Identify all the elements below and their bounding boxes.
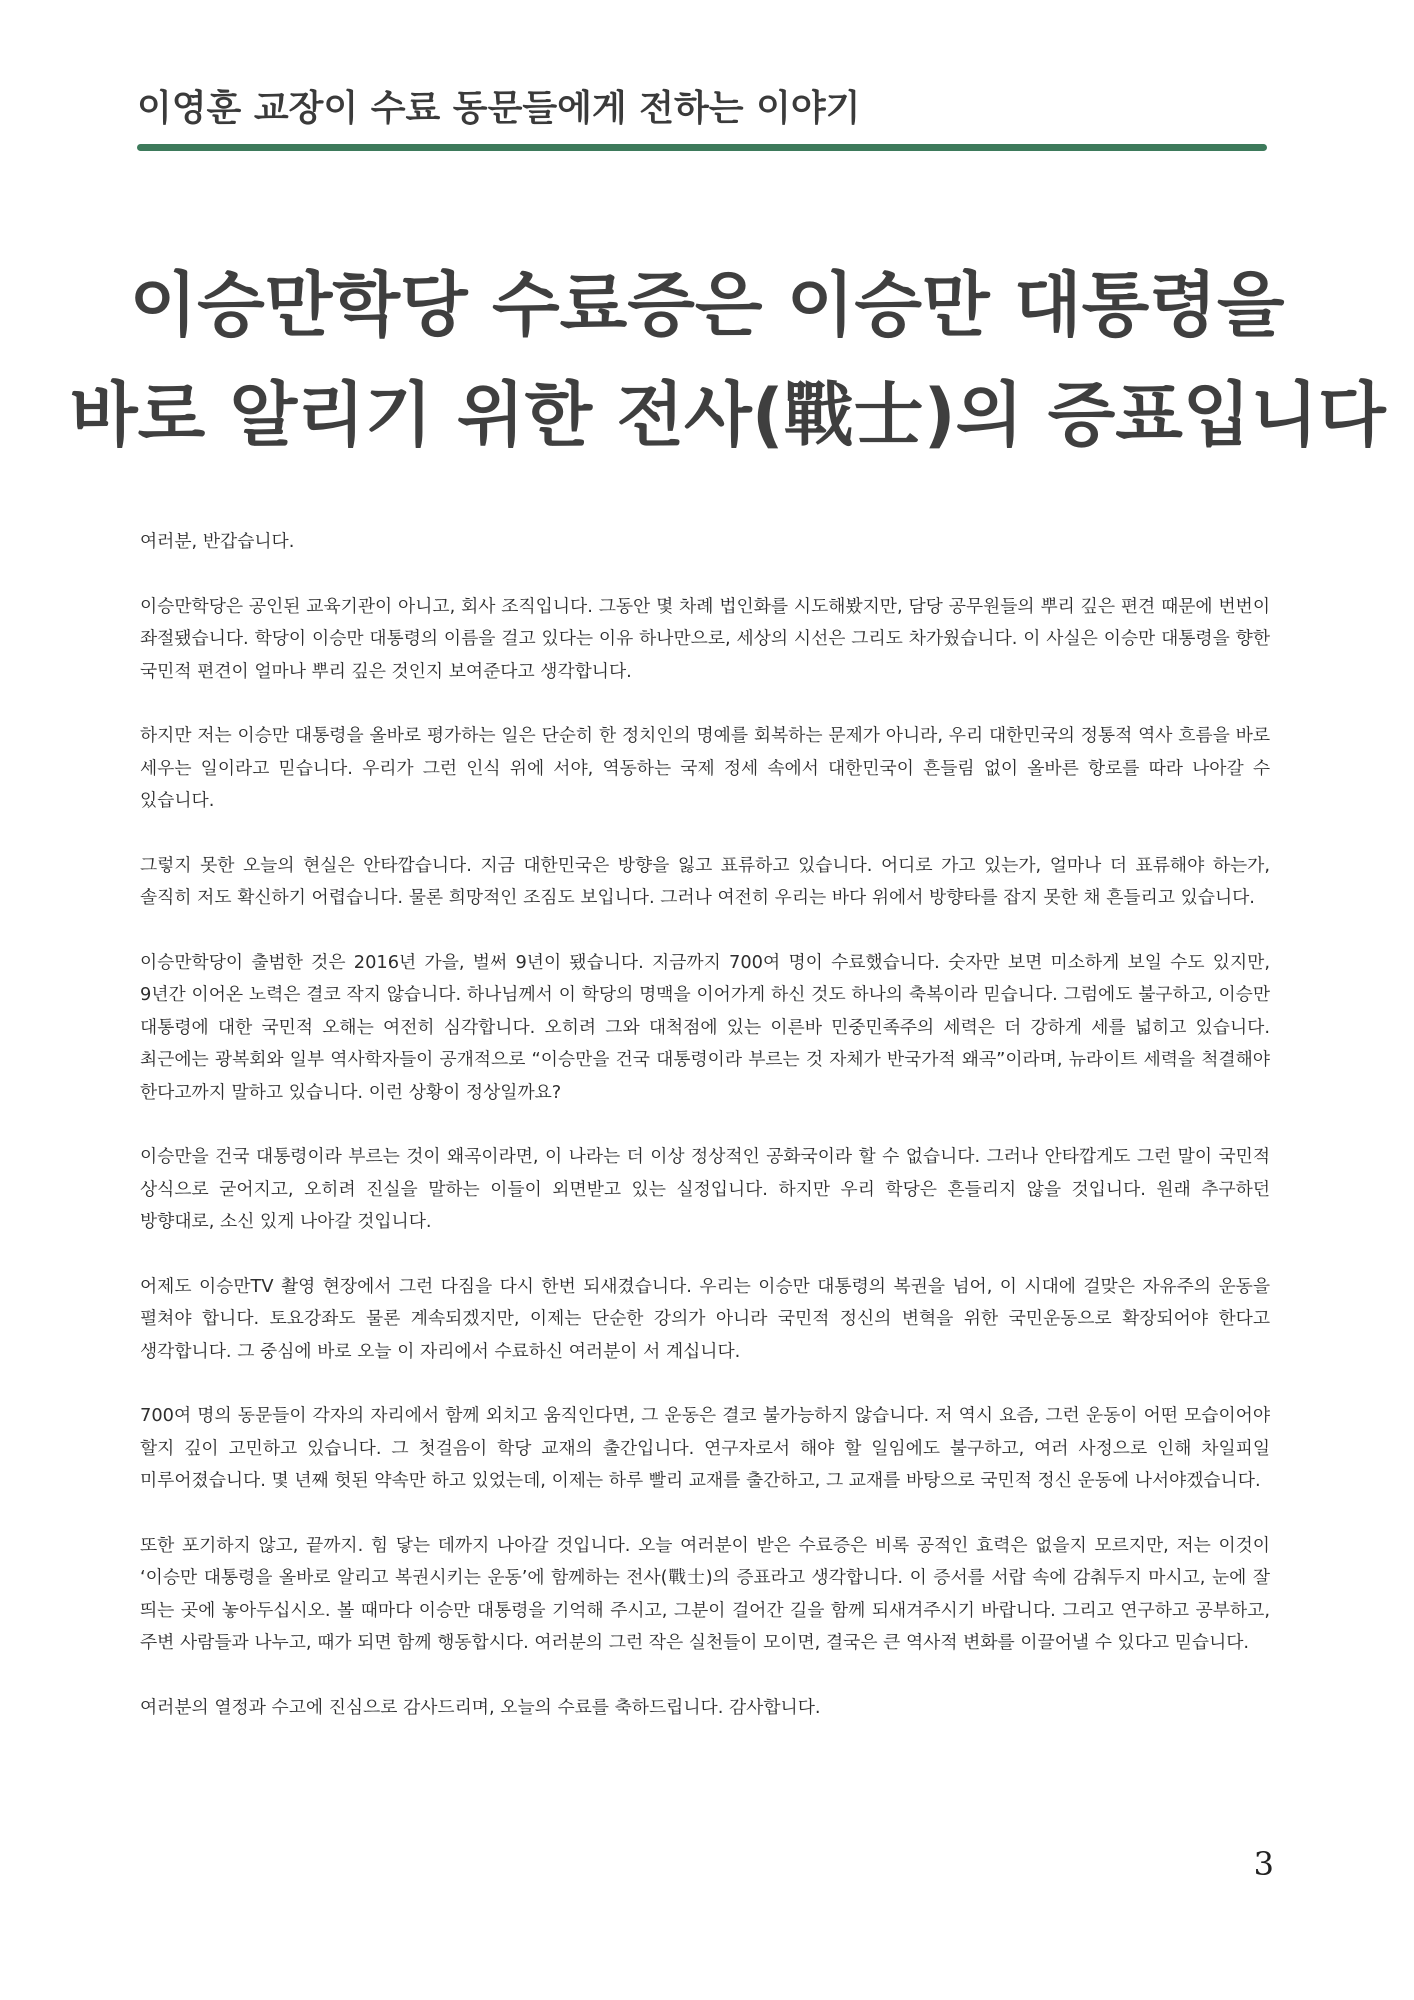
paragraph: 어제도 이승만TV 촬영 현장에서 그런 다짐을 다시 한번 되새겼습니다. 우리는 이승만 대통령의 복권을 넘어, 이 시대에 걸맞은 자유주의 운동을 펼쳐야 합니다. 토요강좌도 물론 계속되겠지만, 이제는 단순한 강의가 아니라 국민적 정신의 변혁을 위한 국민운동으로 확장되어야 한다고 생각합니다. 그 중심에 바로 오늘 이 자리에서 수료하신 여러분이 서 계십니다. [140, 1275, 1270, 1362]
paragraph: 이승만을 건국 대통령이라 부르는 것이 왜곡이라면, 이 나라는 더 이상 정상적인 공화국이라 할 수 없습니다. 그러나 안타깝게도 그런 말이 국민적 상식으로 굳어지고, 오히려 진실을 말하는 이들이 외면받고 있는 실정입니다. 하지만 우리 학당은 흔들리지 않을 것입니다. 원래 추구하던 방향대로, 소신 있게 나아갈 것입니다. [140, 1146, 1270, 1232]
main-title-line-2: 바로 알리기 위한 전사(戰士)의 증표입니다 [70, 374, 1386, 456]
paragraph-closing: 여러분의 열정과 수고에 진심으로 감사드리며, 오늘의 수료를 축하드립니다. 감사합니다. [140, 1696, 821, 1718]
header-title: 이영훈 교장이 수료 동문들에게 전하는 이야기 [137, 88, 861, 129]
paragraph: 그렇지 못한 오늘의 현실은 안타깝습니다. 지금 대한민국은 방향을 잃고 표류하고 있습니다. 어디로 가고 있는가, 얼마나 더 표류해야 하는가, 솔직히 저도 확신하기 어렵습니다. 물론 희망적인 조짐도 보입니다. 그러나 여전히 우리는 바다 위에서 방향타를 잡지 못한 채 흔들리고 있습니다. [140, 854, 1270, 908]
paragraph: 또한 포기하지 않고, 끝까지. 힘 닿는 데까지 나아갈 것입니다. 오늘 여러분이 받은 수료증은 비록 공적인 효력은 없을지 모르지만, 저는 이것이 ‘이승만 대통령을 올바로 알리고 복권시키는 운동’에 함께하는 전사(戰士)의 증표라고 생각합니다. 이 증서를 서랍 속에 감춰두지 마시고, 눈에 잘 띄는 곳에 놓아두십시오. 볼 때마다 이승만 대통령을 기억해 주시고, 그분이 걸어간 길을 함께 되새겨주시기 바랍니다. 그리고 연구하고 공부하고, 주변 사람들과 나누고, 때가 되면 함께 행동합시다. 여러분의 그런 작은 실천들이 모이면, 결국은 큰 역사적 변화를 이끌어낼 수 있다고 믿습니다. [140, 1534, 1270, 1653]
page-header [137, 84, 1267, 151]
header-rule [137, 144, 1267, 151]
paragraph: 하지만 저는 이승만 대통령을 올바로 평가하는 일은 단순히 한 정치인의 명예를 회복하는 문제가 아니라, 우리 대한민국의 정통적 역사 흐름을 바로 세우는 일이라고 믿습니다. 우리가 그런 인식 위에 서야, 역동하는 국제 정세 속에서 대한민국이 흔들림 없이 올바른 항로를 따라 나아갈 수 있습니다. [140, 725, 1270, 811]
paragraph: 700여 명의 동문들이 각자의 자리에서 함께 외치고 움직인다면, 그 운동은 결코 불가능하지 않습니다. 저 역시 요즘, 그런 운동이 어떤 모습이어야 할지 깊이 고민하고 있습니다. 그 첫걸음이 학당 교재의 출간입니다. 연구자로서 해야 할 일임에도 불구하고, 여러 사정으로 인해 차일피일 미루어졌습니다. 몇 년째 헛된 약속만 하고 있었는데, 이제는 하루 빨리 교재를 출간하고, 그 교재를 바탕으로 국민적 정신 운동에 나서야겠습니다. [140, 1405, 1270, 1491]
paragraph-greeting: 여러분, 반갑습니다. [140, 531, 295, 552]
main-title-line-1: 이승만학당 수료증은 이승만 대통령을 [129, 264, 1285, 346]
paragraph: 이승만학당은 공인된 교육기관이 아니고, 회사 조직입니다. 그동안 몇 차례 법인화를 시도해봤지만, 담당 공무원들의 뿌리 깊은 편견 때문에 번번이 좌절됐습니다. 학당이 이승만 대통령의 이름을 걸고 있다는 이유 하나만으로, 세상의 시선은 그리도 차가웠습니다. 이 사실은 이승만 대통령을 향한 국민적 편견이 얼마나 뿌리 깊은 것인지 보여준다고 생각합니다. [140, 595, 1270, 682]
main-title [70, 250, 1386, 470]
page-number: 3 [1253, 1845, 1274, 1883]
letter-body [140, 526, 1270, 1756]
paragraph: 이승만학당이 출범한 것은 2016년 가을, 벌써 9년이 됐습니다. 지금까지 700여 명이 수료했습니다. 숫자만 보면 미소하게 보일 수도 있지만, 9년간 이어온 노력은 결코 작지 않습니다. 하나님께서 이 학당의 명맥을 이어가게 하신 것도 하나의 축복이라 믿습니다. 그럼에도 불구하고, 이승만 대통령에 대한 국민적 오해는 여전히 심각합니다. 오히려 그와 대척점에 있는 이른바 민중민족주의 세력은 더 강하게 세를 넓히고 있습니다. 최근에는 광복회와 일부 역사학자들이 공개적으로 “이승만을 건국 대통령이라 부르는 것 자체가 반국가적 왜곡”이라며, 뉴라이트 세력을 척결해야 한다고까지 말하고 있습니다. 이런 상황이 정상일까요? [140, 951, 1270, 1103]
